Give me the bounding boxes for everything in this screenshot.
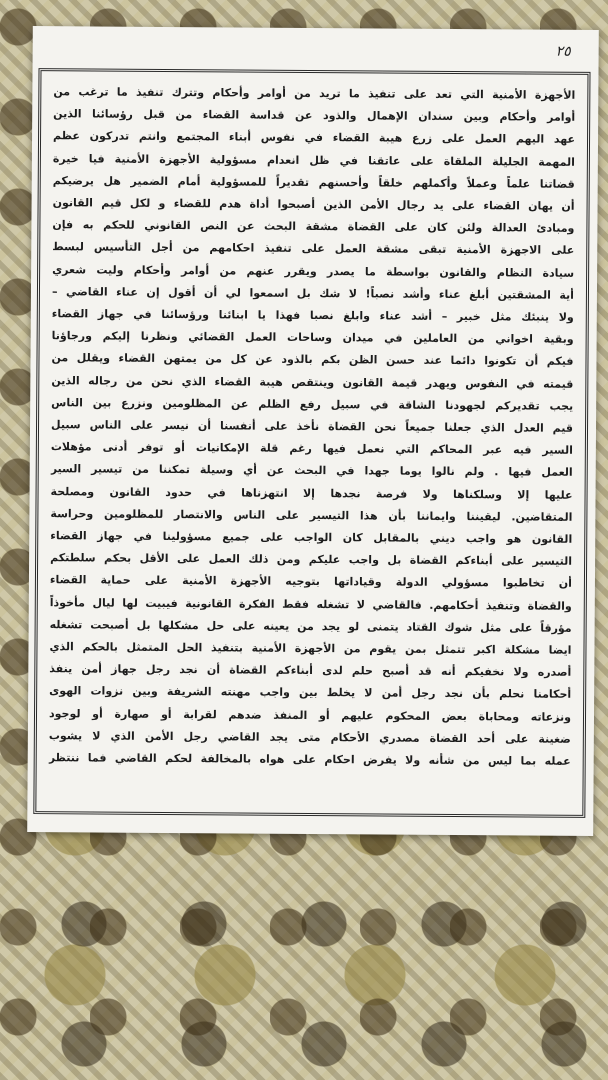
document-body-text — [49, 81, 576, 773]
text-line: أن تخاطبوا مسؤولي الدولة وقياداتها بتوجيه الأجهزة الأمنية على حماية القضاء — [49, 573, 572, 591]
text-line: الأجهزة الأمنية التي تعد على تنفيذ ما تريد من أوامر وأحكام وتترك تنفيذ ما ترغب من — [53, 85, 576, 102]
text-line: عهد اليهم العمل على زرع هيبة القضاء في نفوس أبناء المجتمع وانتم تدركون عظم — [53, 129, 576, 147]
text-line: على الاجهزة الأمنية تبقى مشقة العمل على تنفيذ احكامهم من أجل التأسيس لبسط — [52, 240, 575, 258]
text-line: يجب تقديركم لجهودنا الشاقة في سبيل رفع الظلم عن المظلومين ونزرع بين الناس — [51, 396, 574, 413]
text-line: وبقية اخواني من العاملين في ميدان وساحات العمل القضائي ونظرنا إليكم ورجاؤنا — [51, 329, 574, 347]
text-line: السير فيه عبر المحاكم التي نعمل فيها رغم قلة الإمكانيات أو توفر أدنى مؤهلات — [50, 440, 573, 458]
text-line: القانون هو واجب ديني بالمقابل كان الواجب على جميع مسؤولينا في جهاز القضاء — [50, 529, 573, 546]
text-line: أحكامنا نحلم بأن نجد رجل أمن لا يخلط بين واجب مهنته الشريفة وبين نزوات الهوى — [49, 684, 572, 702]
text-line: قيم العدل الذي جعلنا جميعاً نحن القضاة نأخذ على أنفسنا أن نيسر على الناس سبيل — [50, 418, 574, 435]
text-line: ضغينة على أحد القضاة مصدري الأحكام متى يجد القاضي رجل الأمن الذي لا يشوب — [48, 729, 571, 746]
page-number: ٢٥ — [555, 43, 571, 60]
text-line: مؤرقاً على مثل شوك القتاد يتمنى لو يجد من يعينه على حل مشكلها بل أصبحت تشغله — [49, 618, 572, 635]
text-line: عمله بما ليس من شأنه ولا يفرض احكام على هواه بالمخالفة لحكم القاضي فما ننتظر — [48, 751, 571, 768]
text-line: ايضا مشكلة اكبر تتمثل بمن يقوم من الأجهزة الأمنية بتنفيذ الحل المتمثل بالحكم الذي — [49, 640, 572, 657]
text-line: قيمته في النفوس ويهدر قيمة القانون وينتقص هيبة القضاء الذي نحن من رجاله الذين — [51, 373, 574, 391]
text-line: أصدره ولا نخفيكم أنه قد أصبح حلم لدى أبناءكم القضاة أن نجد رجل جهاز أمن ينفذ — [49, 662, 572, 680]
text-line: المهمة الجليلة الملقاة على عاتقنا في ظل انعدام مسؤولية الأجهزة الأمنية فيا خيرة — [52, 151, 575, 169]
text-line: أوامر وأحكام وبين سندان الإهمال والذود عن قداسة القضاء من قبل رؤسائنا الذين — [53, 107, 576, 125]
text-border-frame — [33, 68, 590, 818]
text-line: أية المشقتين أبلغ عناء وأشد نصباً! لا شك بل اسمعوا لي أن أقول إن عناء القاضي – — [51, 285, 575, 302]
text-line: ونزعاته ومحاباة بعض المحكوم عليهم أو المنفذ ضدهم لقرابة أو صهارة أو لوجود — [48, 706, 572, 724]
text-line: سيادة النظام والقانون بواسطة ما يصدر ويقرر عنهم من أوامر وأحكام وليت شعري — [52, 262, 575, 280]
text-line: المتقاضين. ليقيننا وايماننا بأن هذا التيسير على الناس والانتصار للمظلومين وحراسة — [50, 507, 573, 524]
text-line: قضاتنا علماً وعملاً وأكملهم خلقاً وأحسنهم تقديراً للمسؤولية أمام الضمير هل يرضيكم — [52, 173, 575, 191]
text-line: التيسير على أبناءكم القضاة بل واجب عليكم ومن ذلك العمل على الأقل بحكم سلطتكم — [50, 551, 573, 569]
text-line: والقضاة وتنفيذ أحكامهم. فالقاضي لا تشغله فقط الفكرة القانونية فيبيت لها ليال مأخوذاً — [49, 595, 572, 613]
text-line: العمل فيها . ولم نالوا يوما جهدا في البحث عن أي وسيلة تمكننا من تيسير السير — [50, 462, 573, 480]
text-line: أن يهان القضاء على يد رجال الأمن الذين أصبحوا أداة هدم للقضاء و لكل قيم القانون — [52, 196, 575, 213]
text-line: ومبادئ العدالة ولئن كان على القضاة مشقة البحث عن النص القانوني للحكم به فإن — [52, 218, 575, 236]
document-page — [27, 26, 599, 836]
text-line: ولا ينبئك مثل خبير – أشد عناء وابلغ نصبا فهذا يا ابنائنا ورؤسائنا في جهاز القضاء — [51, 307, 574, 324]
text-line: فيكم أن تكونوا دائما عند حسن الظن بكم بالذود عن كل من يمتهن القضاء ويقلل من — [51, 351, 574, 369]
text-line: عليها إلا وسلكناها ولا فرصة نجدها إلا انتهزناها في حدود القانون ومصلحة — [50, 484, 573, 502]
